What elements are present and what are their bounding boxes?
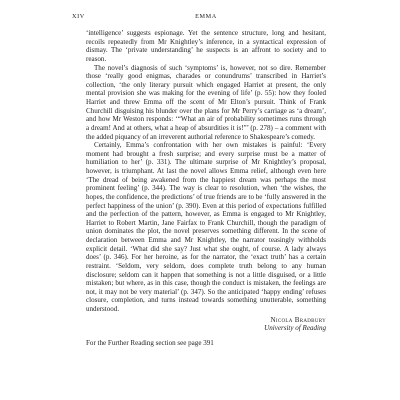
paragraph-symptoms: The novel’s diagnosis of such ‘symptoms’ is, however, not so dire. Remember those ‘really good enigmas, charades or conundrums’ transcribed in Harriet’s collection, ‘the only literary pursuit which engaged Harriet at present, the only mental provision she was making for the evening of life’ (p. 55): how they fooled Harriet and threw Emma off the scent of Mr Elton’s pursuit. Think of Frank Churchill disguising his blunder over the plans for Mr Perry’s carriage as ‘a dream’, and how Mr Weston responds: ‘“What an air of probability sometimes runs through a dream! And at others, what a heap of absurdities it is!”’ (p. 278) – a comment with the added piquancy of an irreverent authorial reference to Shakespeare’s comedy.: [86, 63, 326, 141]
running-head-title: EMMA: [195, 13, 217, 20]
page-number: XIV: [72, 13, 85, 20]
author-affiliation: University of Reading: [264, 324, 326, 333]
further-reading-note: For the Further Reading section see page 391: [86, 338, 214, 347]
paragraph-espionage: ‘intelligence’ suggests espionage. Yet the sentence structure, long and hesitant, recoils repeatedly from Mr Knightley’s inference, in a syntactical expression of dismay. The ‘private understanding’ he suspects is an affront to society and to reason.: [86, 29, 326, 63]
paragraph-confrontation: Certainly, Emma’s confrontation with her own mistakes is painful: ‘Every moment had brought a fresh surprise; and every surprise must be a matter of humiliation to her’ (p. 331). The ultimate surprise of Mr Knightley’s proposal, however, is triumphant. At last the novel allows Emma relief, although even here ‘The dread of being awakened from the happiest dream was perhaps the most prominent feeling’ (p. 344). The way is clear to resolution, when ‘the wishes, the hopes, the confidence, the predictions’ of true friends are to be ‘fully answered in the perfect happiness of the union’ (p. 390). Even at this period of expectations fulfilled and the perfection of the pattern, however, as Emma is engaged to Mr Knightley, Harriet to Robert Martin, Jane Fairfax to Frank Churchill, though the paradigm of union dominates the plot, the novel preserves something different. In the scene of declaration between Emma and Mr Knightley, the narrator teasingly withholds explicit detail. ‘What did she say? Just what she ought, of course. A lady always does’ (p. 346). For her heroine, as for the narrator, the ‘exact truth’ has a certain restraint. ‘Seldom, very seldom, does complete truth belong to any human disclosure; seldom can it happen that something is not a little disguised, or a little mistaken; but where, as in this case, though the conduct is mistaken, the feelings are not, it may not be very material’ (p. 347). So the anticipated ‘happy ending’ refuses closure, completion, and turns instead towards something unutterable, something understood.: [86, 141, 326, 313]
introduction-text: [86, 29, 326, 348]
author-signature: [86, 316, 326, 333]
author-name: Nicola Bradbury: [270, 315, 326, 324]
running-head: [72, 13, 340, 23]
